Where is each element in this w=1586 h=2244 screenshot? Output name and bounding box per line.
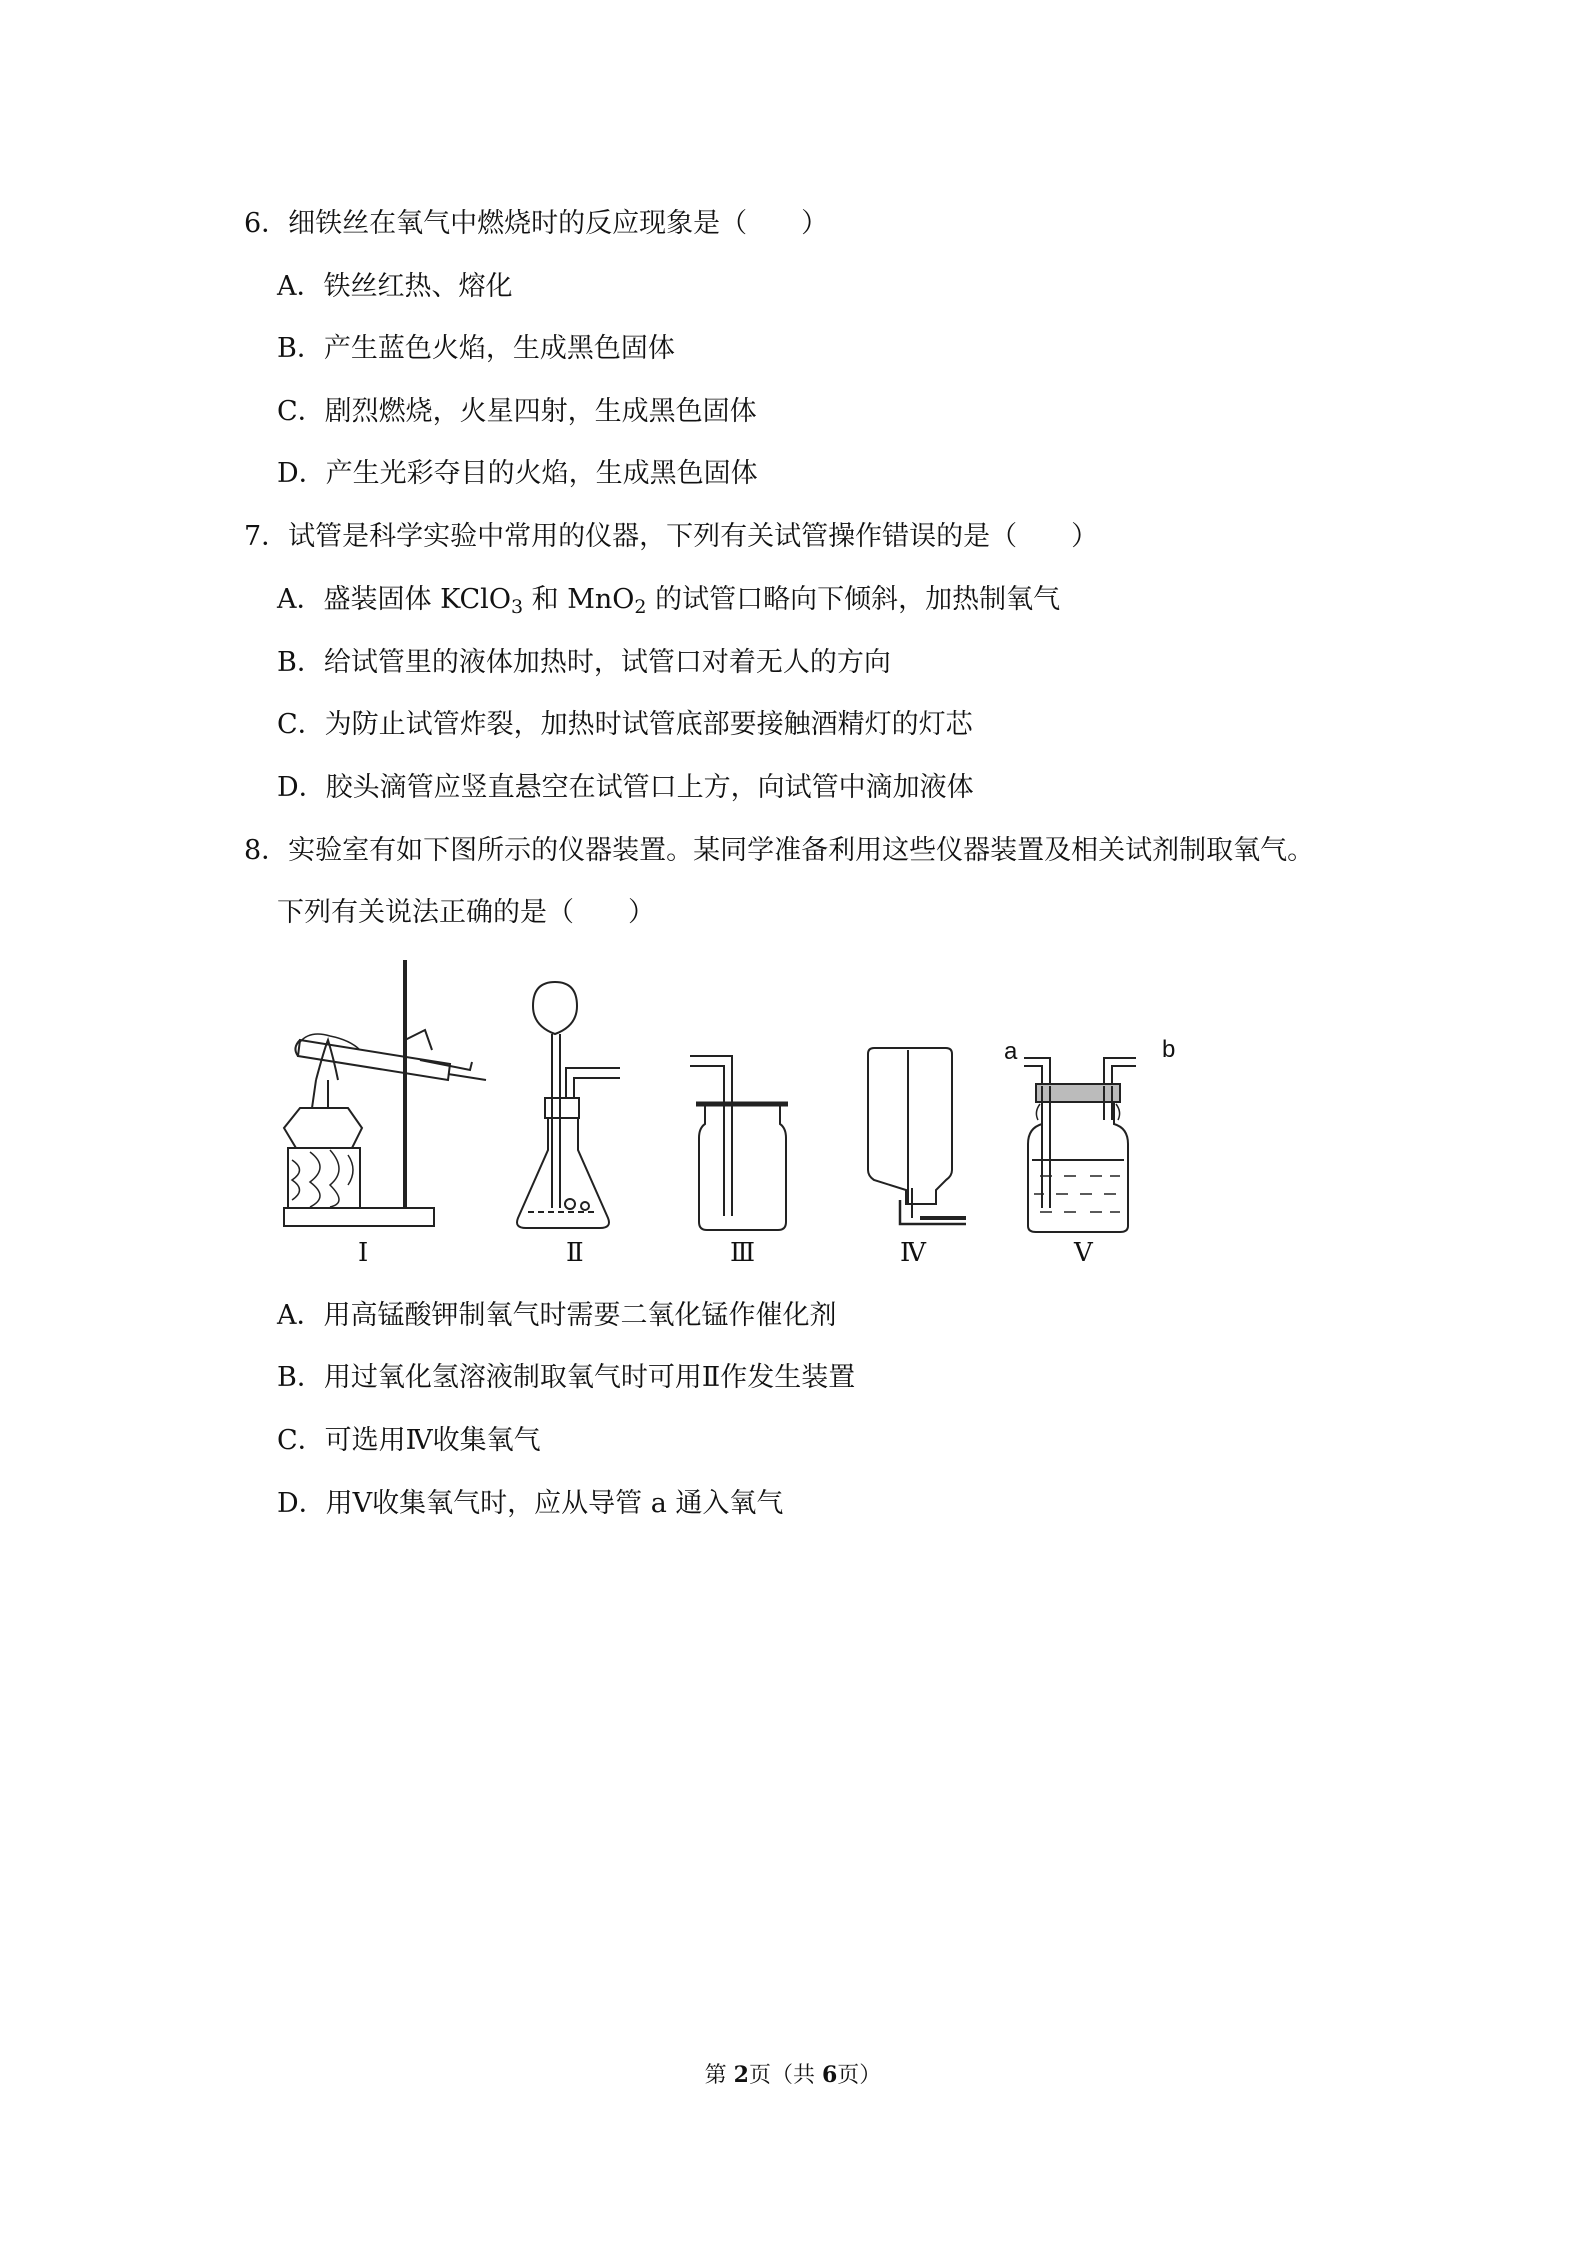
apparatus-3-gas-jar: [690, 1056, 788, 1230]
figure-label-4: Ⅳ: [900, 1238, 926, 1268]
footer-total-pages: 6: [821, 2062, 838, 2088]
apparatus-4-inverted-jar: [868, 1048, 966, 1224]
apparatus-2-conical-flask: [517, 982, 620, 1228]
port-a-label: a: [1004, 1038, 1018, 1065]
q7-a-text-2: 和 MnO: [523, 584, 635, 615]
figure-label-5: Ⅴ: [1074, 1238, 1093, 1268]
q7-option-b: B．给试管里的液体加热时，试管口对着无人的方向: [277, 647, 891, 678]
apparatus-5-wash-bottle: [1024, 1058, 1136, 1232]
q7-a-subscript-2: 2: [634, 596, 647, 618]
q7-option-c: C．为防止试管炸裂，加热时试管底部要接触酒精灯的灯芯: [277, 709, 973, 740]
q7-a-text-1: A．盛装固体 KClO: [277, 584, 511, 615]
q6-option-d: D．产生光彩夺目的火焰，生成黑色固体: [277, 458, 758, 489]
q8-stem-line1: 8．实验室有如下图所示的仪器装置。某同学准备利用这些仪器装置及相关试剂制取氧气。: [244, 835, 1315, 866]
q6-option-b: B．产生蓝色火焰，生成黑色固体: [277, 333, 675, 364]
apparatus-1-heating-setup: [284, 960, 486, 1226]
footer-text-3: 页）: [837, 2063, 882, 2088]
q8-stem-line2: 下列有关说法正确的是（ ）: [277, 897, 655, 928]
footer-text-1: 第: [704, 2063, 734, 2088]
q7-a-text-3: 的试管口略向下倾斜，加热制氧气: [646, 584, 1061, 615]
q8-option-d: D．用Ⅴ收集氧气时，应从导管 a 通入氧气: [277, 1488, 784, 1519]
q6-option-a: A．铁丝红热、熔化: [277, 271, 513, 302]
page-footer: [0, 2058, 1586, 2089]
q8-option-b: B．用过氧化氢溶液制取氧气时可用Ⅱ作发生装置: [277, 1362, 856, 1393]
footer-text-2: 页（共: [748, 2063, 822, 2088]
figure-label-2: Ⅱ: [566, 1238, 584, 1268]
footer-page-number: 2: [733, 2062, 749, 2088]
q6-option-c: C．剧烈燃烧，火星四射，生成黑色固体: [277, 396, 757, 427]
q8-option-a: A．用高锰酸钾制氧气时需要二氧化锰作催化剂: [277, 1300, 837, 1331]
q7-stem: 7．试管是科学实验中常用的仪器，下列有关试管操作错误的是（ ）: [244, 521, 1099, 552]
q7-option-d: D．胶头滴管应竖直悬空在试管口上方，向试管中滴加液体: [277, 772, 974, 803]
figure-label-3: Ⅲ: [730, 1238, 756, 1268]
q8-option-c: C．可选用Ⅳ收集氧气: [277, 1425, 541, 1456]
figure-label-1: Ⅰ: [358, 1238, 369, 1268]
q6-stem: 6．细铁丝在氧气中燃烧时的反应现象是（ ）: [244, 208, 829, 239]
q7-a-subscript-1: 3: [510, 596, 524, 618]
port-b-label: b: [1162, 1036, 1176, 1063]
